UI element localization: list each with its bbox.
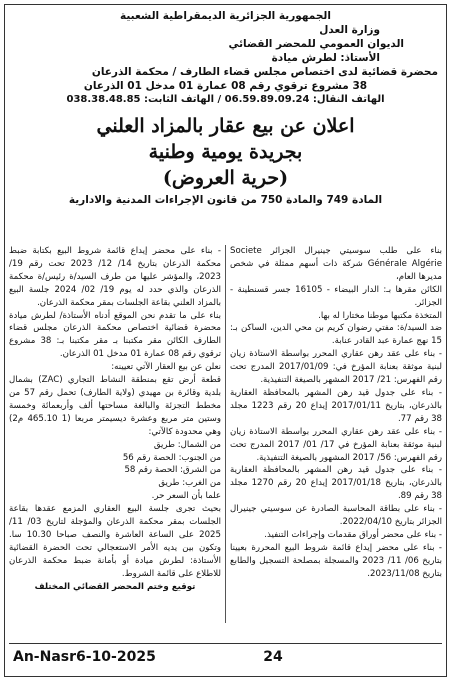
notice-header [5, 5, 446, 107]
boundary-line: من الشمال: طريق [153, 439, 222, 450]
paragraph: - بناء على جدول قيد رهن المشهر بالمحافظة العقارية بالذرعان، بتاريخ 2017/01/18 إيداع 20 رقم 1270 مجلد 38 رقم 89. [230, 465, 442, 502]
title-newspaper: بجريدة يومية وطنية [148, 141, 303, 163]
signature-line: توقيع وختم المحضر القضائي المختلف [34, 581, 196, 592]
header-phones: الهاتف النقال: 06.59.89.09.24 / الهاتف الثابت: 038.38.48.85 [66, 94, 385, 105]
header-office: الديوان العمومي للمحضر القضائي [228, 38, 404, 50]
paragraph: علما بأن السعر حر. [151, 491, 222, 502]
header-republic: الجمهورية الجزائرية الديمقراطية الشعبية [120, 10, 331, 22]
boundary-line: من الغرب: طريق [158, 478, 222, 489]
header-jurisdiction: محضرة قضائية لدى اختصاص مجلس قضاء الطارف / محكمة الذرعان [91, 66, 438, 78]
paragraph: - بناء على محضر إيداع قائمة شروط البيع المحررة بعيينا بتاريخ 06/ 11/ 2023 والمسجلة بمصلحة التسجيل والطابع بتاريخ 2023/11/08. [230, 542, 442, 579]
paragraph: الكائن مقرها بـ: الدار البيضاء - 16105 جسر قسنطينة - الجزائر. [230, 284, 442, 308]
legal-notice-page [4, 4, 447, 677]
left-column [9, 245, 221, 623]
title-free-offers: (حرية العروض) [162, 167, 289, 189]
notice-body [9, 245, 442, 623]
publication-date: An-Nasr6-10-2025 [13, 649, 156, 665]
paragraph: - بناء على جدول قيد رهن المشهر بالمحافظة العقارية بالذرعان، بتاريخ 2017/01/11 إيداع 20 رقم 1223 مجلد 38 رقم 77. [230, 387, 442, 424]
paragraph: ضد السيد/ة: مفتي رضوان كريم بن محي الدين، الساكن بـ: 15 نهج عمارة عبد القادر عنابة. [230, 323, 442, 347]
paragraph: قطعة أرض تقع بمنطقة النشاط التجاري (ZAC) بشمال بلدية وقائرة بن مهيدي (ولاية الطارف) تحمل رقم 57 من مخطط التجزئة والبالغة مساحتها ألف وأربعمائة وخمسة وستين متر مربع وعشرة ديسيمتر مربعا (1 465.10 م2) وهي محدودة كالآتي: [9, 375, 222, 437]
paragraph: - بناء على عقد رهن عقاري المحرر بواسطة الاستاذة زيان لبنية موثقة بعنابة المؤرخ في: 2017/01/09 المدرج تحت رقم الفهرس: 21/ 2017 المشهر بالصيغة التنفيذية. [230, 349, 442, 386]
paragraph: بناء على ما تقدم نحن الموقع أدناه الأستاذة/ لطرش ميادة محضرة قضائية اختصاص محكمة الذرعان مجلس قضاء الطارف الكائن مقر مكتبنا بـ مقر مكتبنا بـ: 38 مشروع ترقوي رقم 08 عمارة 01 مدخل 01 الذرعان. [9, 310, 222, 360]
paragraph: - بناء على عقد رهن عقاري المحرر بواسطة الاستاذة زيان لبنية موثقة بعنابة المؤرخ في 17/ 01/ 2017 المدرج تحت رقم الفهرس: 56/ 2017 المشهور بالصيغة التنفيذية. [230, 426, 442, 463]
paragraph: - بناء على محضر أوراق مقدمات وإجراءات التنفيذ. [264, 529, 442, 540]
paragraph: - بناء على بطاقة المحاسبة الصادرة عن سوسيتي جينيرال الجزائر بتاريخ 2022/04/10. [230, 504, 442, 528]
title-legal-articles: المادة 749 والمادة 750 من قانون الإجراءات المدنية والادارية [68, 194, 383, 206]
header-ministry: وزارة العدل [319, 24, 380, 36]
title-auction: اعلان عن بيع عقار بالمزاد العلني [96, 115, 355, 137]
boundary-line: من الشرق: الحصة رقم 58 [124, 465, 222, 476]
notice-titles [5, 113, 446, 208]
paragraph: نعلن عن بيع العقار الآتي تعيينه: [111, 362, 222, 373]
paragraph: المتخذة مكتبها موطنا مختارا له بها. [318, 310, 442, 321]
page-number: 24 [263, 649, 283, 665]
header-bailiff-name: الأستاذ: لطرش ميادة [271, 52, 380, 64]
column-divider [225, 245, 226, 623]
right-column [230, 245, 442, 623]
paragraph: بناء على طلب سوسيتي جينيرال الجزائر Societe Générale Algérie شركة ذات أسهم ممثلة في شخص مديرها العام، [230, 246, 442, 282]
paragraph: بحيث تجرى جلسة البيع العقاري المزمع عقدها بقاعة الجلسات بمقر محكمة الذرعان والمؤجلة لتاريخ 03/ 11/ 2025 على الساعة العاشرة والنصف صباحا 10.30 سا. وتكون بين يديه الأمر الاستعجالي تحت الحضرة القضائية الأستاذة: لطرش ميادة أو بأمانة ضبط محكمة الذرعان للاطلاع على قائمة الشروط. [9, 504, 222, 579]
boundary-line: من الجنوب: الحصة رقم 56 [122, 452, 222, 463]
paragraph: - بناء على محضر إيداع قائمة شروط البيع بكتابة ضبط محكمة الذرعان بتاريخ 14/ 12/ 2023 تحت رقم 19/ 2023، والمؤشر عليها من طرف السيد/ة رئيس/ة محكمة الذرعان والذي حدد له يوم 19/ 02/ 2024 جلسة البيع بالمزاد العلني بقاعة الجلسات بمقر محكمة الذرعان. [9, 246, 222, 308]
header-address: 38 مشروع ترقوي رقم 08 عمارة 01 مدخل 01 الذرعان [83, 80, 368, 92]
page-footer [9, 643, 442, 670]
